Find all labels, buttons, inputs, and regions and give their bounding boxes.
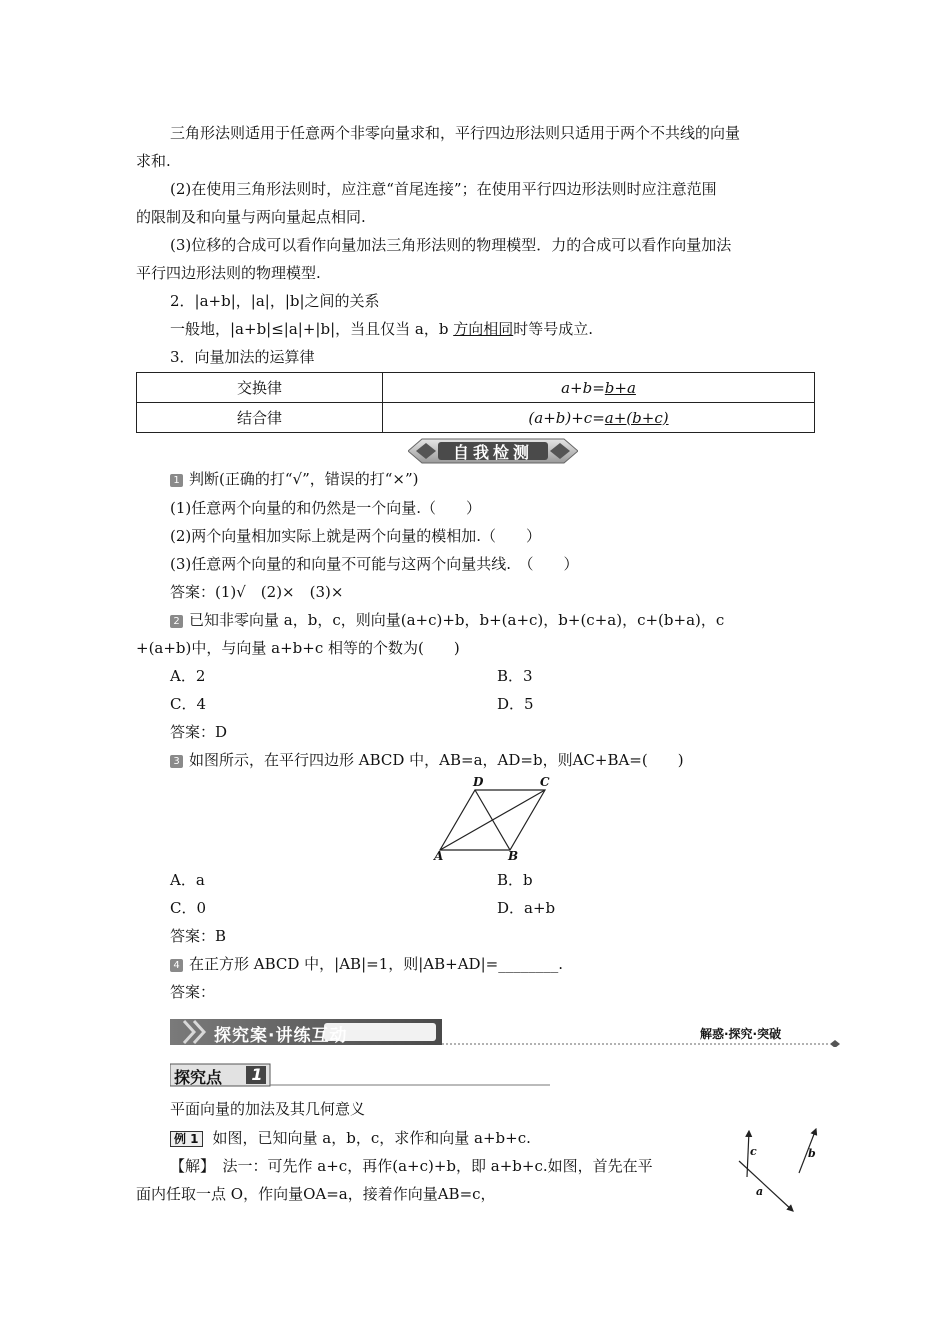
solution-line bbox=[170, 1155, 653, 1177]
explore-subtitle: 解惑·探究·突破 bbox=[700, 1027, 782, 1041]
question-2 bbox=[170, 609, 724, 631]
explore-title-text: 探究案·讲练互动 bbox=[214, 1026, 348, 1046]
option-a: A．a bbox=[170, 871, 205, 889]
question-text: 已知非零向量 a，b，c，则向量(a+c)+b，b+(a+c)，b+(c+a)，c+(b+a)，c bbox=[189, 611, 725, 629]
section-heading: 2．|a+b|，|a|，|b|之间的关系 bbox=[170, 292, 380, 310]
question-item: (3)任意两个向量的和向量不可能与这两个向量共线. （ ） bbox=[170, 555, 579, 573]
option-d: D．5 bbox=[497, 695, 534, 713]
paragraph-line: (2)在使用三角形法则时，应注意“首尾连接”；在使用平行四边形法则时应注意范围 bbox=[170, 180, 717, 198]
table-cell-label: 交换律 bbox=[137, 373, 383, 403]
explore-point-number: 1 bbox=[251, 1065, 263, 1084]
question-item: (2)两个向量相加实际上就是两个向量的模相加.（ ） bbox=[170, 527, 542, 545]
underlined-answer: 方向相同 bbox=[453, 320, 514, 338]
self-check-banner bbox=[408, 437, 578, 465]
option-a: A．2 bbox=[170, 667, 206, 685]
question-number-badge: 4 bbox=[170, 959, 183, 972]
vector-label-c: c bbox=[750, 1145, 757, 1158]
question-1 bbox=[170, 468, 419, 490]
paragraph-line: 三角形法则适用于任意两个非零向量求和，平行四边形法则只适用于两个不共线的向量 bbox=[170, 124, 741, 142]
paragraph-line: 求和. bbox=[136, 152, 171, 170]
option-c: C．4 bbox=[170, 695, 207, 713]
explore-banner bbox=[170, 1017, 840, 1047]
table-cell-value: (a+b)+c=a+(b+c) bbox=[383, 403, 815, 433]
self-check-title: 自我检测 bbox=[452, 443, 533, 462]
table-row bbox=[137, 403, 815, 433]
question-4 bbox=[170, 953, 563, 975]
answer-line: 答案：(1)√ (2)× (3)× bbox=[170, 583, 344, 601]
topic-title: 平面向量的加法及其几何意义 bbox=[170, 1100, 366, 1118]
operation-law-table bbox=[136, 372, 815, 433]
vector-label-a: a bbox=[756, 1185, 764, 1198]
question-3 bbox=[170, 749, 684, 771]
question-text: +(a+b)中，与向量 a+b+c 相等的个数为( ) bbox=[136, 639, 460, 657]
question-text: 在正方形 ABCD 中，|AB|=1，则|AB+AD|=________. bbox=[189, 955, 563, 973]
section-heading: 3．向量加法的运算律 bbox=[170, 348, 315, 366]
option-b: B．b bbox=[497, 871, 533, 889]
option-d: D．a+b bbox=[497, 899, 556, 917]
question-text: 如图所示，在平行四边形 ABCD 中，AB=a，AD=b，则AC+BA=( ) bbox=[189, 751, 684, 769]
question-title: 判断(正确的打“√”，错误的打“×”) bbox=[189, 470, 419, 488]
example-text: 如图，已知向量 a，b，c，求作和向量 a+b+c. bbox=[212, 1129, 531, 1147]
vector-figure bbox=[735, 1125, 835, 1217]
question-number-badge: 2 bbox=[170, 615, 183, 628]
section-body-text: 时等号成立. bbox=[513, 320, 593, 338]
option-c: C．0 bbox=[170, 899, 207, 917]
paragraph-line: (3)位移的合成可以看作向量加法三角形法则的物理模型．力的合成可以看作向量加法 bbox=[170, 236, 732, 254]
paragraph-line: 平行四边形法则的物理模型. bbox=[136, 264, 321, 282]
example-line bbox=[170, 1127, 531, 1149]
vertex-label-c: C bbox=[540, 775, 550, 789]
option-b: B．3 bbox=[497, 667, 533, 685]
question-number-badge: 1 bbox=[170, 474, 183, 487]
answer-line: 答案：B bbox=[170, 927, 227, 945]
explore-point-label: 探究点 bbox=[174, 1068, 223, 1087]
example-badge: 例 1 bbox=[170, 1131, 203, 1147]
question-item: (1)任意两个向量的和仍然是一个向量.（ ） bbox=[170, 499, 482, 517]
section-body-text: 一般地，|a+b|≤|a|+|b|，当且仅当 a，b bbox=[170, 320, 454, 338]
question-number-badge: 3 bbox=[170, 755, 183, 768]
solution-text: 法一：可先作 a+c，再作(a+c)+b，即 a+b+c.如图，首先在平 bbox=[222, 1157, 653, 1175]
vertex-label-a: A bbox=[434, 849, 444, 863]
paragraph-line: 的限制及和向量与两向量起点相同. bbox=[136, 208, 366, 226]
explore-title bbox=[214, 1021, 454, 1046]
solution-line: 面内任取一点 O，作向量OA=a，接着作向量AB=c， bbox=[136, 1185, 496, 1203]
table-cell-label: 结合律 bbox=[137, 403, 383, 433]
solution-label: 【解】 bbox=[170, 1157, 208, 1175]
vertex-label-b: B bbox=[508, 849, 519, 863]
explore-point-heading bbox=[170, 1063, 550, 1089]
vector-label-b: b bbox=[808, 1147, 816, 1160]
table-cell-value: a+b=b+a bbox=[383, 373, 815, 403]
table-row bbox=[137, 373, 815, 403]
parallelogram-figure bbox=[430, 775, 560, 867]
answer-line: 答案： bbox=[170, 983, 216, 1001]
answer-line: 答案：D bbox=[170, 723, 228, 741]
vertex-label-d: D bbox=[473, 775, 484, 789]
section-body bbox=[170, 318, 593, 340]
